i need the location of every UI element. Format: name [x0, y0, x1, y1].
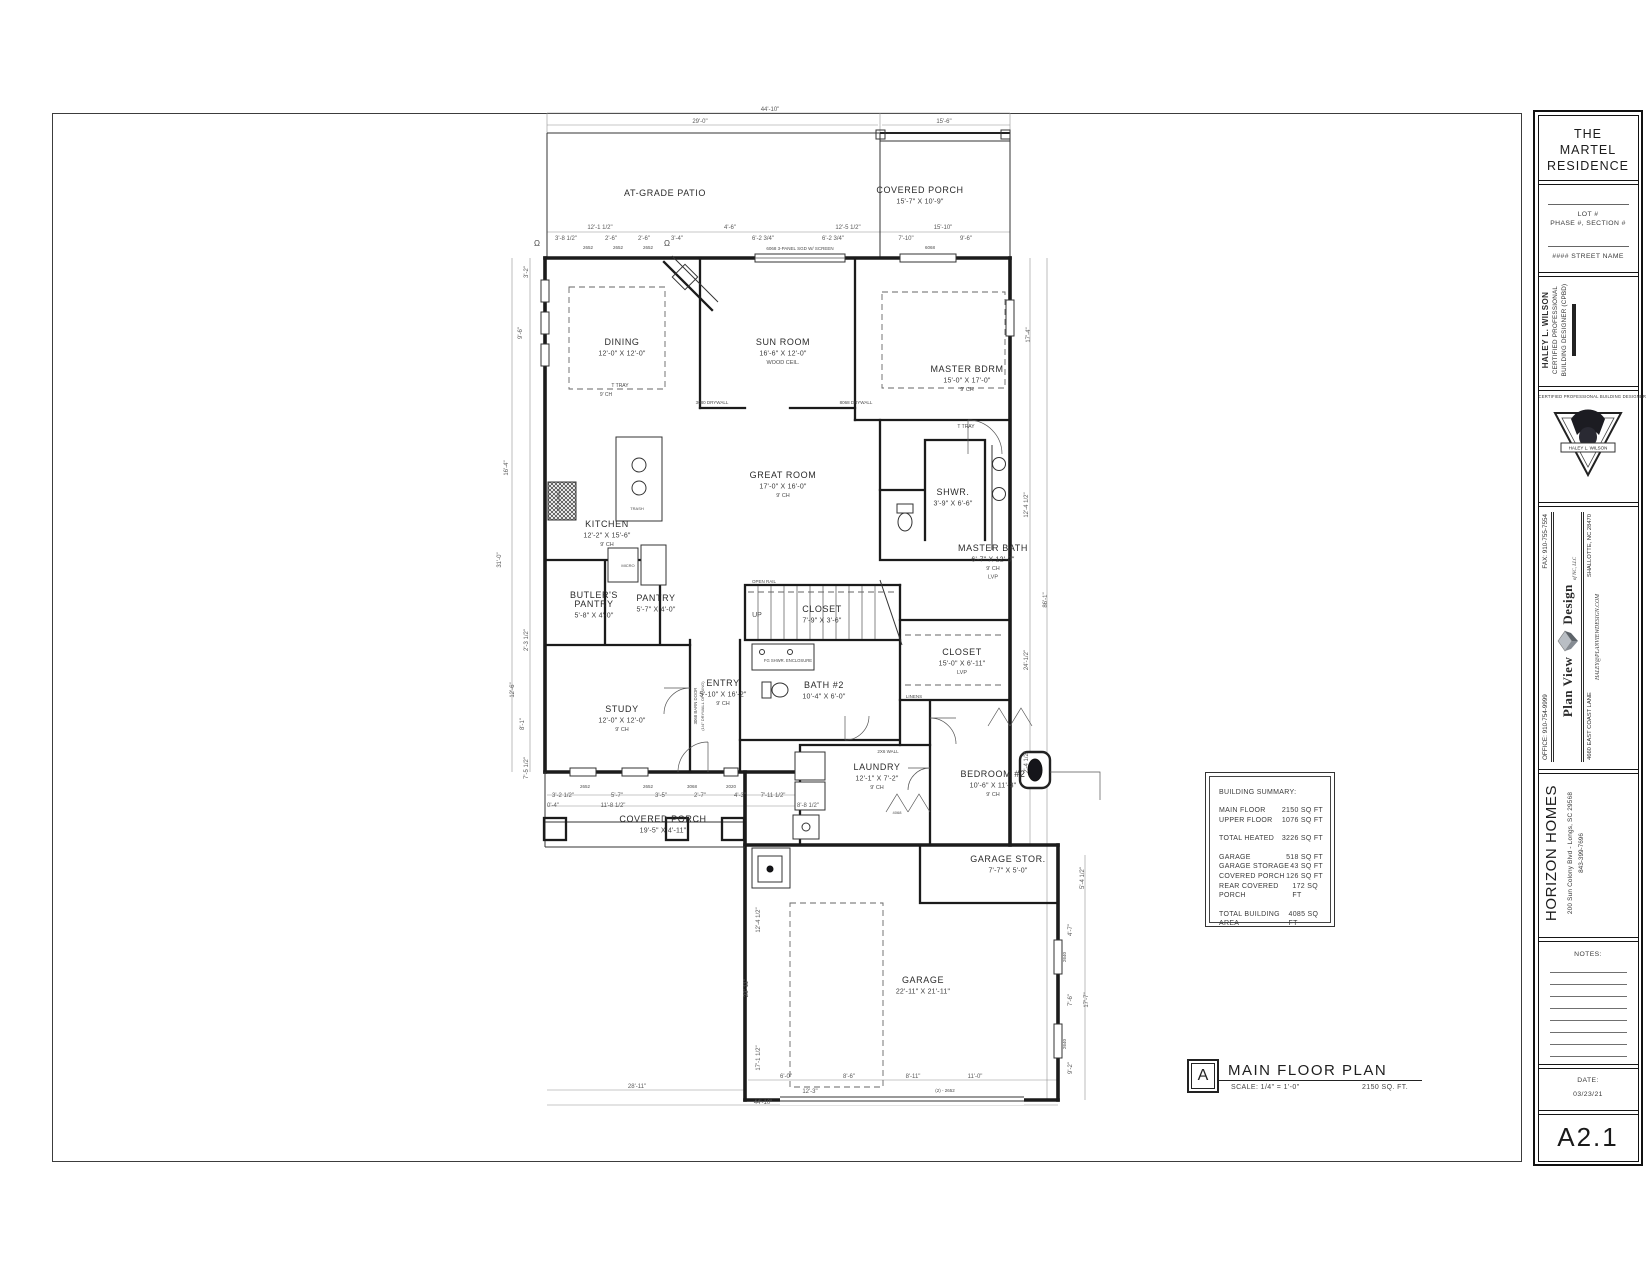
designer-seal: CERTIFIED PROFESSIONAL BUILDING DESIGNER HALEY L. WILSON [1539, 394, 1638, 490]
plan-label: 5'-4 1/2" [1080, 867, 1086, 889]
plan-label: 0'-4" [547, 803, 559, 809]
firm-logo: Plan View Design of NC, LLC [1551, 512, 1584, 762]
plan-label: 4'-7" [1068, 924, 1074, 936]
plan-label: 28'-11" [627, 1084, 647, 1090]
plan-label: Ω [534, 239, 540, 248]
plan-label: 5'-7" [611, 793, 623, 799]
plan-label: (1/4" DRYWALL OPENING) [700, 681, 705, 731]
plan-label: 7'-7" X 5'-0" [988, 867, 1028, 875]
street-name: #### STREET NAME [1552, 252, 1624, 260]
plan-label: 12'-0" X 12'-0" [598, 717, 646, 725]
summary-title: BUILDING SUMMARY: [1219, 789, 1297, 796]
summary-row: GARAGE 518 SQ FT [1219, 853, 1323, 861]
plan-label: 8'-1" [520, 718, 526, 730]
floor-plan [52, 107, 1520, 1160]
project-title: THE MARTEL RESIDENCE [1547, 126, 1629, 173]
plan-label: 16'-4" [504, 460, 510, 476]
plan-label: 9' CH [986, 566, 1000, 572]
design-firm-block [1542, 512, 1636, 762]
seal-icon [1549, 399, 1627, 485]
plan-label: 2652 [642, 784, 654, 789]
plan-label: SHWR. [936, 487, 970, 497]
plan-label: COVERED PORCH [876, 185, 964, 195]
plan-label: 9' CH [986, 792, 1000, 798]
plan-label: 12'-2" X 15'-6" [583, 532, 631, 540]
plan-label: 15'-10" [933, 225, 953, 231]
plan-label: 24'-1/2" [1024, 649, 1030, 671]
plan-label: MICRO [621, 563, 635, 568]
plan-label: 3'-5" [655, 793, 667, 799]
plan-label: 5'-7" X 4'-0" [636, 606, 676, 614]
building-summary [1209, 776, 1331, 928]
plan-label: 12'-3" [802, 1089, 818, 1095]
plan-marker-box [1187, 1059, 1219, 1093]
certification-mark [1572, 304, 1576, 356]
firm-address: 4660 EAST COAST LANE [1586, 691, 1593, 760]
firm-logo-diamond-icon [1557, 628, 1579, 652]
client-name: HORIZON HOMES [1542, 784, 1560, 921]
plan-label: OPEN RAIL [751, 579, 777, 584]
plan-label: 12'-5 1/2" [835, 225, 861, 231]
plan-label: 9' CH [960, 387, 974, 393]
plan-label: 17'-7" [1084, 992, 1090, 1008]
summary-row: UPPER FLOOR 1076 SQ FT [1219, 816, 1323, 824]
svg-text:HALEY L. WILSON: HALEY L. WILSON [1568, 445, 1608, 450]
plan-label: 2640 [1062, 951, 1067, 963]
plan-label: 17'-0" X 16'-0" [759, 483, 807, 491]
plan-label: 8'-11" [905, 1074, 921, 1080]
plan-label: DINING [604, 337, 640, 347]
plan-label: 3068 BARN DOOR [693, 687, 698, 725]
plan-label: 12'-0" X 12'-0" [598, 350, 646, 358]
plan-label: 11'-8 1/2" [600, 803, 626, 809]
plan-label: 2'-7" [694, 793, 706, 799]
plan-label: 7'-5 1/2" [524, 757, 530, 779]
plan-label: T TRAY [957, 424, 975, 430]
lot-info: LOT # PHASE #, SECTION # [1550, 210, 1626, 227]
plan-label: 3'-2" [524, 266, 530, 278]
plan-label: MASTER BATH [958, 543, 1028, 553]
plan-label: 16'-6" X 12'-0" [759, 350, 807, 358]
plan-label: 23'-11" [744, 978, 750, 998]
plan-label: UP [752, 612, 762, 619]
kitchen-fixtures [548, 437, 666, 585]
plan-label: 6068 [924, 245, 936, 250]
plan-label: 31'-0" [497, 552, 503, 568]
plan-label: 8'-6" [843, 1074, 855, 1080]
plan-label: LINENS [905, 694, 923, 699]
plan-label: PANTRY [574, 599, 614, 609]
plan-label: BEDROOM #2 [960, 769, 1026, 779]
plan-label: 2652 [612, 245, 624, 250]
plan-label: 6'-2 3/4" [752, 236, 774, 242]
plan-label: 15'-0" X 6'-11" [938, 660, 986, 668]
plan-label: 9'-6" [518, 327, 524, 339]
plan-label: CLOSET [942, 647, 982, 657]
plan-label: LAUNDRY [853, 762, 901, 772]
plan-label: T TRAY [611, 383, 629, 389]
designer-info: HALEY L. WILSON CERTIFIED PROFESSIONAL BUILDING DESIGNER (CPBD) [1541, 276, 1637, 384]
plan-label: 17'-1 1/2" [756, 1045, 762, 1071]
plan-label: 2'-3 1/2" [524, 629, 530, 651]
plan-label: 2652 [642, 245, 654, 250]
sheet-number: A2.1 [1557, 1121, 1619, 1152]
plan-label: 3'-9" X 6'-6" [933, 500, 973, 508]
plan-label: PANTRY [636, 593, 676, 603]
plan-label: LVP [957, 670, 967, 676]
date-value: 03/23/21 [1573, 1090, 1603, 1098]
firm-city: SHALLOTTE, NC 28470 [1586, 513, 1593, 577]
plan-title-rule [1218, 1080, 1422, 1081]
summary-row: MAIN FLOOR 2150 SQ FT [1219, 807, 1323, 814]
summary-rows [1219, 806, 1323, 929]
client-phone: 843-399-7696 [1577, 832, 1585, 873]
plan-label: 4'-3" [734, 793, 746, 799]
plan-label: 2652 [579, 784, 591, 789]
date-label: DATE: [1577, 1076, 1599, 1084]
plan-label: 3'-2 1/2" [552, 793, 574, 799]
firm-email: HALEY@PLANVIEWDESIGN.COM [1594, 593, 1601, 680]
plan-label: 2020 [725, 784, 737, 789]
plan-label: 17'-4" [1026, 327, 1032, 343]
plan-label: 22'-11" X 21'-11" [895, 988, 951, 996]
plan-label: 9'-2" [1068, 1062, 1074, 1074]
plan-label: 6'-0" [780, 1074, 792, 1080]
plan-label: 86'-1" [1043, 592, 1049, 608]
plan-label: MASTER BDRM [930, 364, 1004, 374]
plan-label: 29'-0" [692, 119, 708, 125]
plan-label: 9'-6" [960, 236, 972, 242]
notes-label: NOTES: [1574, 950, 1602, 958]
plan-label: 44'-10" [753, 1100, 773, 1106]
plan-label: 9' CH [600, 542, 614, 548]
plan-label: 2652 [582, 245, 594, 250]
plan-label: WOOD CEIL. [766, 360, 800, 366]
plan-label: 7'-6" [1068, 994, 1074, 1006]
plan-label: 15'-0" X 17'-0" [943, 377, 991, 385]
plan-label: GARAGE STOR. [970, 854, 1046, 864]
plan-label: 8'-8 1/2" [797, 803, 819, 809]
plan-label: Ω [664, 239, 670, 248]
plan-label: 5'-8" X 4'-0" [574, 612, 614, 620]
plan-label: 2'-4 1/2" [1024, 751, 1030, 773]
plan-label: LVP [988, 574, 998, 581]
plan-label: TRASH [630, 506, 644, 511]
plan-label: 3068 [686, 784, 698, 789]
plan-title: MAIN FLOOR PLAN [1228, 1062, 1388, 1079]
plan-label: (2) - 2652 [935, 1088, 955, 1093]
plan-label: STUDY [605, 704, 639, 714]
plan-label: 5'-10" X 16'-2" [699, 691, 747, 699]
title-block-inner [1538, 115, 1647, 1162]
summary-row: REAR COVERED PORCH 172 SQ FT [1219, 882, 1318, 900]
plan-label: 10'-4" X 6'-0" [802, 693, 846, 701]
plan-label: 19'-5" X 4'-11" [639, 827, 687, 835]
plan-label: ENTRY [706, 678, 740, 688]
plan-label: 7'-11 1/2" [760, 793, 786, 799]
plan-label: 3'-8 1/2" [555, 236, 577, 242]
plan-label: 12'-4 1/2" [1024, 492, 1030, 518]
plan-label: 2'-6" [605, 236, 617, 242]
plan-label: 9' CH [716, 701, 730, 707]
plan-label: 4'-6" [724, 225, 736, 231]
plan-label: 2'-6" [638, 236, 650, 242]
plan-label: 4068 [892, 810, 902, 815]
plan-label: 9' CH [615, 727, 629, 733]
plan-label: 12'-1" X 7'-2" [855, 775, 899, 783]
plan-label: 9' CH [870, 785, 884, 791]
fireplace [664, 256, 718, 310]
plan-label: 15'-7" X 10'-9" [896, 198, 944, 206]
plan-label: 9' CH [776, 493, 790, 499]
client-address: 200 Sun Colony Blvd - Longs, SC 29568 [1566, 791, 1574, 914]
plan-label: 3080 DRYWALL [695, 400, 729, 405]
summary-row: TOTAL HEATED 3226 SQ FT [1219, 835, 1323, 843]
title-block [1533, 110, 1647, 1166]
building-summary-box [1205, 772, 1335, 927]
plan-label: 2640 [1062, 1038, 1067, 1050]
plan-label: BUTLER'S [569, 590, 619, 600]
plan-label: CLOSET [802, 604, 842, 614]
plan-label: 6'-2 3/4" [822, 236, 844, 242]
doors [664, 420, 1032, 812]
plan-label: 7'-10" [898, 236, 914, 242]
summary-row: COVERED PORCH 126 SQ FT [1219, 872, 1323, 880]
plan-label: 12'-1 1/2" [587, 225, 613, 231]
firm-office-phone: OFFICE: 910-754-9999 [1541, 693, 1549, 760]
plan-label: 44'-10" [760, 107, 780, 113]
plan-label: 8068 DRYWALL [839, 400, 873, 405]
plan-label: 30" RANGE [556, 488, 561, 512]
plan-label: 15'-6" [936, 119, 952, 125]
plan-label: GARAGE [901, 975, 945, 985]
summary-row: GARAGE STORAGE 43 SQ FT [1219, 863, 1323, 871]
plan-scale: SCALE: 1/4" = 1'-0" [1231, 1084, 1300, 1091]
plan-label: AT-GRADE PATIO [624, 188, 706, 198]
plan-label: KITCHEN [585, 519, 629, 529]
client-block [1543, 772, 1635, 934]
plan-label: SUN ROOM [755, 337, 811, 347]
plan-label: FG SHWR. ENCLOSURE [763, 658, 813, 663]
plan-label: 6'-7" X 12'-0" [971, 556, 1015, 564]
plan-label: 12'-6" [510, 682, 516, 698]
plan-label: GREAT ROOM [749, 470, 817, 480]
plan-marker-letter: A [1191, 1063, 1215, 1089]
plan-label: 9' CH [599, 392, 613, 398]
plan-label: 2X6 WALL [877, 749, 899, 754]
plan-label: 12'-4 1/2" [756, 907, 762, 933]
plan-area: 2150 SQ. FT. [1362, 1084, 1409, 1091]
plan-label: BATH #2 [803, 680, 845, 690]
plan-label: 11'-0" [967, 1074, 983, 1080]
exterior-fixture [1020, 752, 1100, 800]
plan-label: COVERED PORCH [619, 814, 707, 824]
summary-row: TOTAL BUILDING AREA 4085 SQ FT [1219, 910, 1319, 928]
plan-label: 7'-9" X 3'-6" [802, 617, 842, 625]
plan-label: 3'-4" [671, 236, 683, 242]
plan-label: 10'-6" X 11'-3" [969, 782, 1017, 790]
firm-fax: FAX: 910-755-7554 [1541, 513, 1549, 569]
plan-label: 6068 3-PANEL SGD W/ SCREEN [766, 246, 834, 251]
